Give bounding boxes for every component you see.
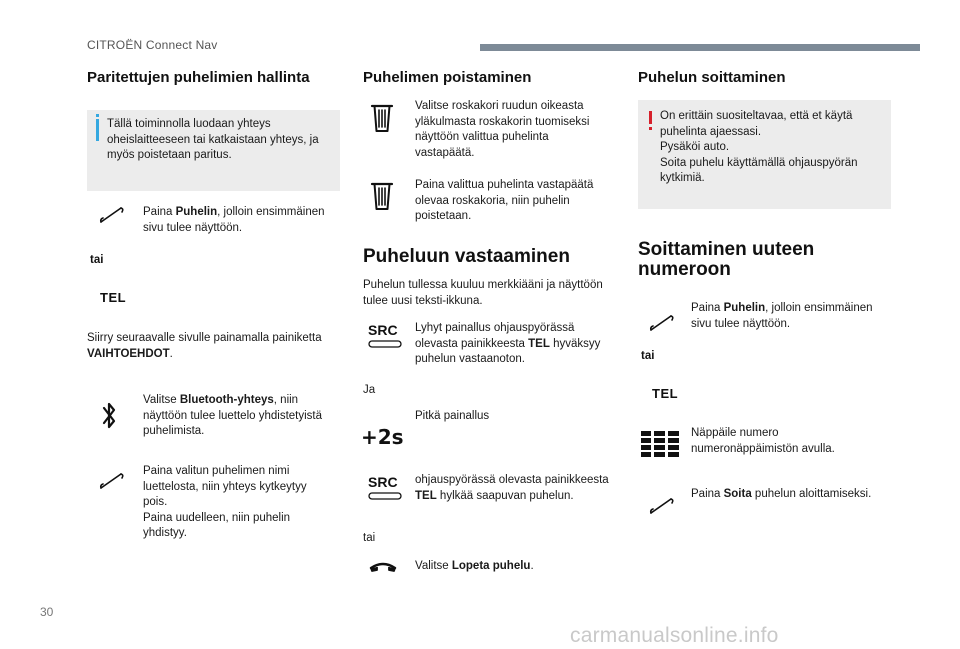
press-call-instruction: Paina Soita puhelun aloittamiseksi. bbox=[691, 488, 872, 500]
info-text: Tällä toiminnolla luodaan yhteys oheislaitteeseen tai katkaistaan yhteys, ja myös poistetaan paritus. bbox=[107, 118, 319, 161]
warning-icon bbox=[649, 111, 652, 124]
or-label: tai bbox=[363, 532, 376, 544]
info-icon-dot bbox=[96, 114, 99, 117]
src-button-icon: SRC bbox=[368, 474, 404, 502]
section-title-paired-phones: Paritettujen puhelimien hallinta bbox=[87, 69, 310, 86]
tel-button-label: TEL bbox=[652, 386, 679, 401]
src-button-icon: SRC bbox=[368, 322, 404, 350]
section-title-answer-call: Puheluun vastaaminen bbox=[363, 246, 570, 267]
section-title-delete-phone: Puhelimen poistaminen bbox=[363, 69, 532, 86]
or-label: tai bbox=[641, 350, 655, 362]
and-label: Ja bbox=[363, 384, 376, 396]
delete-step-1: Valitse roskakori ruudun oikeasta yläkulmasta roskakorin tuomiseksi näyttöön valittua puhelinta vastapäätä. bbox=[415, 100, 590, 159]
warning-box bbox=[638, 100, 891, 209]
phone-handset-icon bbox=[648, 311, 676, 333]
answer-short-press: Lyhyt painallus ohjauspyörässä olevasta painikkeesta TEL hyväksyy puhelun vastaanoton. bbox=[415, 322, 601, 365]
keypad-icon bbox=[641, 431, 679, 458]
step-toggle-connection: Paina valitun puhelimen nimi luettelosta, niin yhteys kytkeytyy pois. Paina uudelleen, niin puhelin yhdistyy. bbox=[143, 465, 307, 539]
phone-handset-icon bbox=[98, 203, 126, 225]
keypad-instruction: Näppäile numero numeronäppäimistön avulla. bbox=[691, 427, 835, 455]
hang-up-icon bbox=[369, 559, 397, 573]
info-box bbox=[87, 110, 340, 191]
warning-icon-dot bbox=[649, 127, 652, 130]
reject-call-instruction: ohjauspyörässä olevasta painikkeesta TEL hylkää saapuvan puhelun. bbox=[415, 474, 609, 502]
trash-icon bbox=[370, 103, 394, 133]
bluetooth-icon bbox=[100, 399, 118, 433]
long-press-label: Pitkä painallus bbox=[415, 410, 490, 422]
info-icon bbox=[96, 119, 99, 141]
tel-button-label: TEL bbox=[100, 290, 127, 305]
plus-2s-icon: +2s bbox=[361, 425, 404, 449]
or-label: tai bbox=[90, 254, 104, 266]
trash-icon bbox=[370, 181, 394, 211]
select-end-call: Valitse Lopeta puhelu. bbox=[415, 560, 534, 572]
step-press-phone: Paina Puhelin, jolloin ensimmäinen sivu tulee näyttöön. bbox=[143, 206, 325, 234]
next-page-instruction: Siirry seuraavalle sivulle painamalla painiketta VAIHTOEHDOT. bbox=[87, 332, 322, 360]
section-title-make-call: Puhelun soittaminen bbox=[638, 69, 786, 86]
phone-handset-icon bbox=[648, 494, 676, 516]
section-title-call-new-number: Soittaminen uuteen numeroon bbox=[638, 239, 815, 280]
header-bar bbox=[480, 44, 920, 51]
brand-name: CITROËN Connect Nav bbox=[87, 38, 218, 52]
delete-step-2: Paina valittua puhelinta vastapäätä olevaa roskakoria, niin puhelin poistetaan. bbox=[415, 179, 594, 222]
phone-handset-icon bbox=[98, 469, 126, 491]
page-number: 30 bbox=[40, 605, 54, 619]
answer-intro: Puhelun tullessa kuuluu merkkiääni ja näyttöön tulee uusi teksti-ikkuna. bbox=[363, 279, 603, 307]
step-select-bluetooth: Valitse Bluetooth-yhteys, niin näyttöön tulee luettelo yhdistetyistä puhelimista. bbox=[143, 394, 323, 437]
warning-text: On erittäin suositeltavaa, että et käytä puhelinta ajaessasi. Pysäköi auto. Soita puhelu käyttämällä ohjauspyörän kytkimiä. bbox=[660, 110, 858, 184]
step-press-phone: Paina Puhelin, jolloin ensimmäinen sivu tulee näyttöön. bbox=[691, 302, 873, 330]
watermark: carmanualsonline.info bbox=[570, 624, 779, 647]
